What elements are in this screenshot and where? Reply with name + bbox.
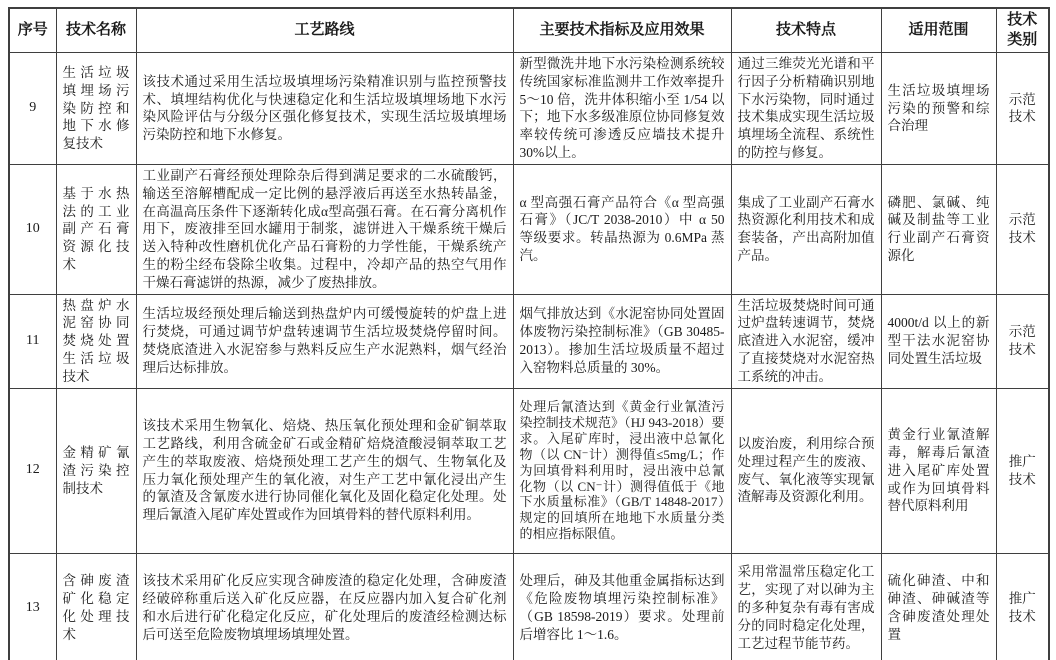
cell-indicators: α 型高强石膏产品符合《α 型高强石膏》（JC/T 2038-2010）中 α 50 等级要求。转晶热源为 0.6MPa 蒸汽。 — [513, 164, 731, 294]
cell-process-route: 该技术采用生物氧化、焙烧、热压氧化预处理和金矿铜萃取工艺路线，利用含硫金矿石或金精矿焙烧渣酸浸铜萃取工艺产生的萃取废液、焙烧预处理工艺产生的烟气、生物氧化及压力氧化预处理产生的氧化液，对生产工艺中氰化浸出产生的氰渣及含氰废水进行协同催化氧化及固化稳定化处理。处理后氰渣入尾矿库处置或作为回填骨料的替代原料利用。 — [136, 388, 513, 553]
cell-process-route: 生活垃圾经预处理后输送到热盘炉内可缓慢旋转的炉盘上进行焚烧，可通过调节炉盘转速调节生活垃圾焚烧停留时间。焚烧底渣进入水泥窑参与熟料反应生产水泥熟料，烟气经治理后达标排放。 — [136, 294, 513, 388]
cell-serial-number: 13 — [9, 553, 56, 660]
cell-serial-number: 10 — [9, 164, 56, 294]
cell-scope: 硫化砷渣、中和砷渣、砷碱渣等含砷废渣处理处置 — [881, 553, 996, 660]
column-header-indicators: 主要技术指标及应用效果 — [513, 8, 731, 53]
cell-indicators: 处理后，砷及其他重金属指标达到《危险废物填埋污染控制标准》（GB 18598-2019）要求。处理前后增容比 1～1.6。 — [513, 553, 731, 660]
cell-scope: 磷肥、氯碱、纯碱及制盐等工业行业副产石膏资源化 — [881, 164, 996, 294]
cell-technology-name: 基于水热法的工业副产石膏资源化技术 — [56, 164, 136, 294]
cell-process-route: 该技术采用矿化反应实现含砷废渣的稳定化处理，含砷废渣经破碎称重后送入矿化反应器，在反应器内加入复合矿化剂和水后进行矿化稳定化反应，矿化处理后的废渣经检测达标后可送至危险废物填埋场填埋处置。 — [136, 553, 513, 660]
column-header-category: 技术类别 — [996, 8, 1049, 53]
header-row — [9, 8, 1049, 53]
cell-process-route: 该技术通过采用生活垃圾填埋场污染精准识别与监控预警技术、填埋结构优化与快速稳定化和生活垃圾填埋场地下水污染风险评估与分级分区强化修复技术，实现生活垃圾填埋场污染防控和地下水修复。 — [136, 53, 513, 165]
cell-category: 示范技术 — [996, 53, 1049, 165]
cell-process-route: 工业副产石膏经预处理除杂后得到满足要求的二水硫酸钙，输送至溶解槽配成一定比例的悬浮液后再送至水热转晶釜，在高温高压条件下逐渐转化成α型高强石膏。在石膏分离机作用下，废液排至回水罐用于制浆，滤饼进入干燥系统干燥后送入特种改性磨机优化产品石膏粉的力学性能，干燥系统产生的粉尘经布袋除尘收集。过程中，冷却产品的热空气用作干燥石膏滤饼的热源，减少了废热排放。 — [136, 164, 513, 294]
cell-category: 推广技术 — [996, 388, 1049, 553]
column-header-scope: 适用范围 — [881, 8, 996, 53]
cell-scope: 黄金行业氰渣解毒，解毒后氰渣进入尾矿库处置或作为回填骨料替代原料利用 — [881, 388, 996, 553]
cell-category: 示范技术 — [996, 164, 1049, 294]
cell-indicators: 处理后氰渣达到《黄金行业氰渣污染控制技术规范》（HJ 943-2018）要求。入尾矿库时，浸出液中总氰化物（以 CN⁻计）测得值≤5mg/L；作为回填骨料利用时，浸出液中总氰化物（以 CN⁻计）测得值低于《地下水质量标准》（GB/T 14848-2017）规定的回填所在地地下水质量分类的相应指标限值。 — [513, 388, 731, 553]
cell-features: 采用常温常压稳定化工艺，实现了对以砷为主的多种复杂有毒有害成分的同时稳定化处理，工艺过程节能节药。 — [731, 553, 881, 660]
cell-serial-number: 12 — [9, 388, 56, 553]
cell-features: 以废治废，利用综合预处理过程产生的废液、废气、氧化液等实现氰渣解毒及资源化利用。 — [731, 388, 881, 553]
table-row — [9, 553, 1049, 660]
cell-technology-name: 生活垃圾填埋场污染防控和地下水修复技术 — [56, 53, 136, 165]
cell-serial-number: 9 — [9, 53, 56, 165]
column-header-features: 技术特点 — [731, 8, 881, 53]
column-header-process: 工艺路线 — [136, 8, 513, 53]
cell-features: 生活垃圾焚烧时间可通过炉盘转速调节，焚烧底渣进入水泥窑，缓冲了直接焚烧对水泥窑热工系统的冲击。 — [731, 294, 881, 388]
technology-table — [8, 7, 1050, 660]
table-row — [9, 388, 1049, 553]
cell-scope: 4000t/d 以上的新型干法水泥窑协同处置生活垃圾 — [881, 294, 996, 388]
cell-category: 示范技术 — [996, 294, 1049, 388]
column-header-name: 技术名称 — [56, 8, 136, 53]
cell-serial-number: 11 — [9, 294, 56, 388]
cell-features: 集成了工业副产石膏水热资源化利用技术和成套装备，产出高附加值产品。 — [731, 164, 881, 294]
table-row — [9, 53, 1049, 165]
table-row — [9, 294, 1049, 388]
cell-features: 通过三维荧光光谱和平行因子分析精确识别地下水污染物，同时通过技术集成实现生活垃圾填埋场全流程、系统性的防控与修复。 — [731, 53, 881, 165]
cell-category: 推广技术 — [996, 553, 1049, 660]
cell-indicators: 新型微洗井地下水污染检测系统较传统国家标准监测井工作效率提升 5～10 倍，洗井体积缩小至 1/54 以下；地下水多级准原位协同修复效率较传统可渗透反应墙技术提升 30%以上。 — [513, 53, 731, 165]
cell-technology-name: 含砷废渣矿化稳定化处理技术 — [56, 553, 136, 660]
cell-indicators: 烟气排放达到《水泥窑协同处置固体废物污染控制标准》（GB 30485-2013）。掺加生活垃圾质量不超过入窑物料总质量的 30%。 — [513, 294, 731, 388]
cell-technology-name: 热盘炉水泥窑协同焚烧处置生活垃圾技术 — [56, 294, 136, 388]
cell-technology-name: 金精矿氰渣污染控制技术 — [56, 388, 136, 553]
table-row — [9, 164, 1049, 294]
cell-scope: 生活垃圾填埋场污染的预警和综合治理 — [881, 53, 996, 165]
column-header-no: 序号 — [9, 8, 56, 53]
